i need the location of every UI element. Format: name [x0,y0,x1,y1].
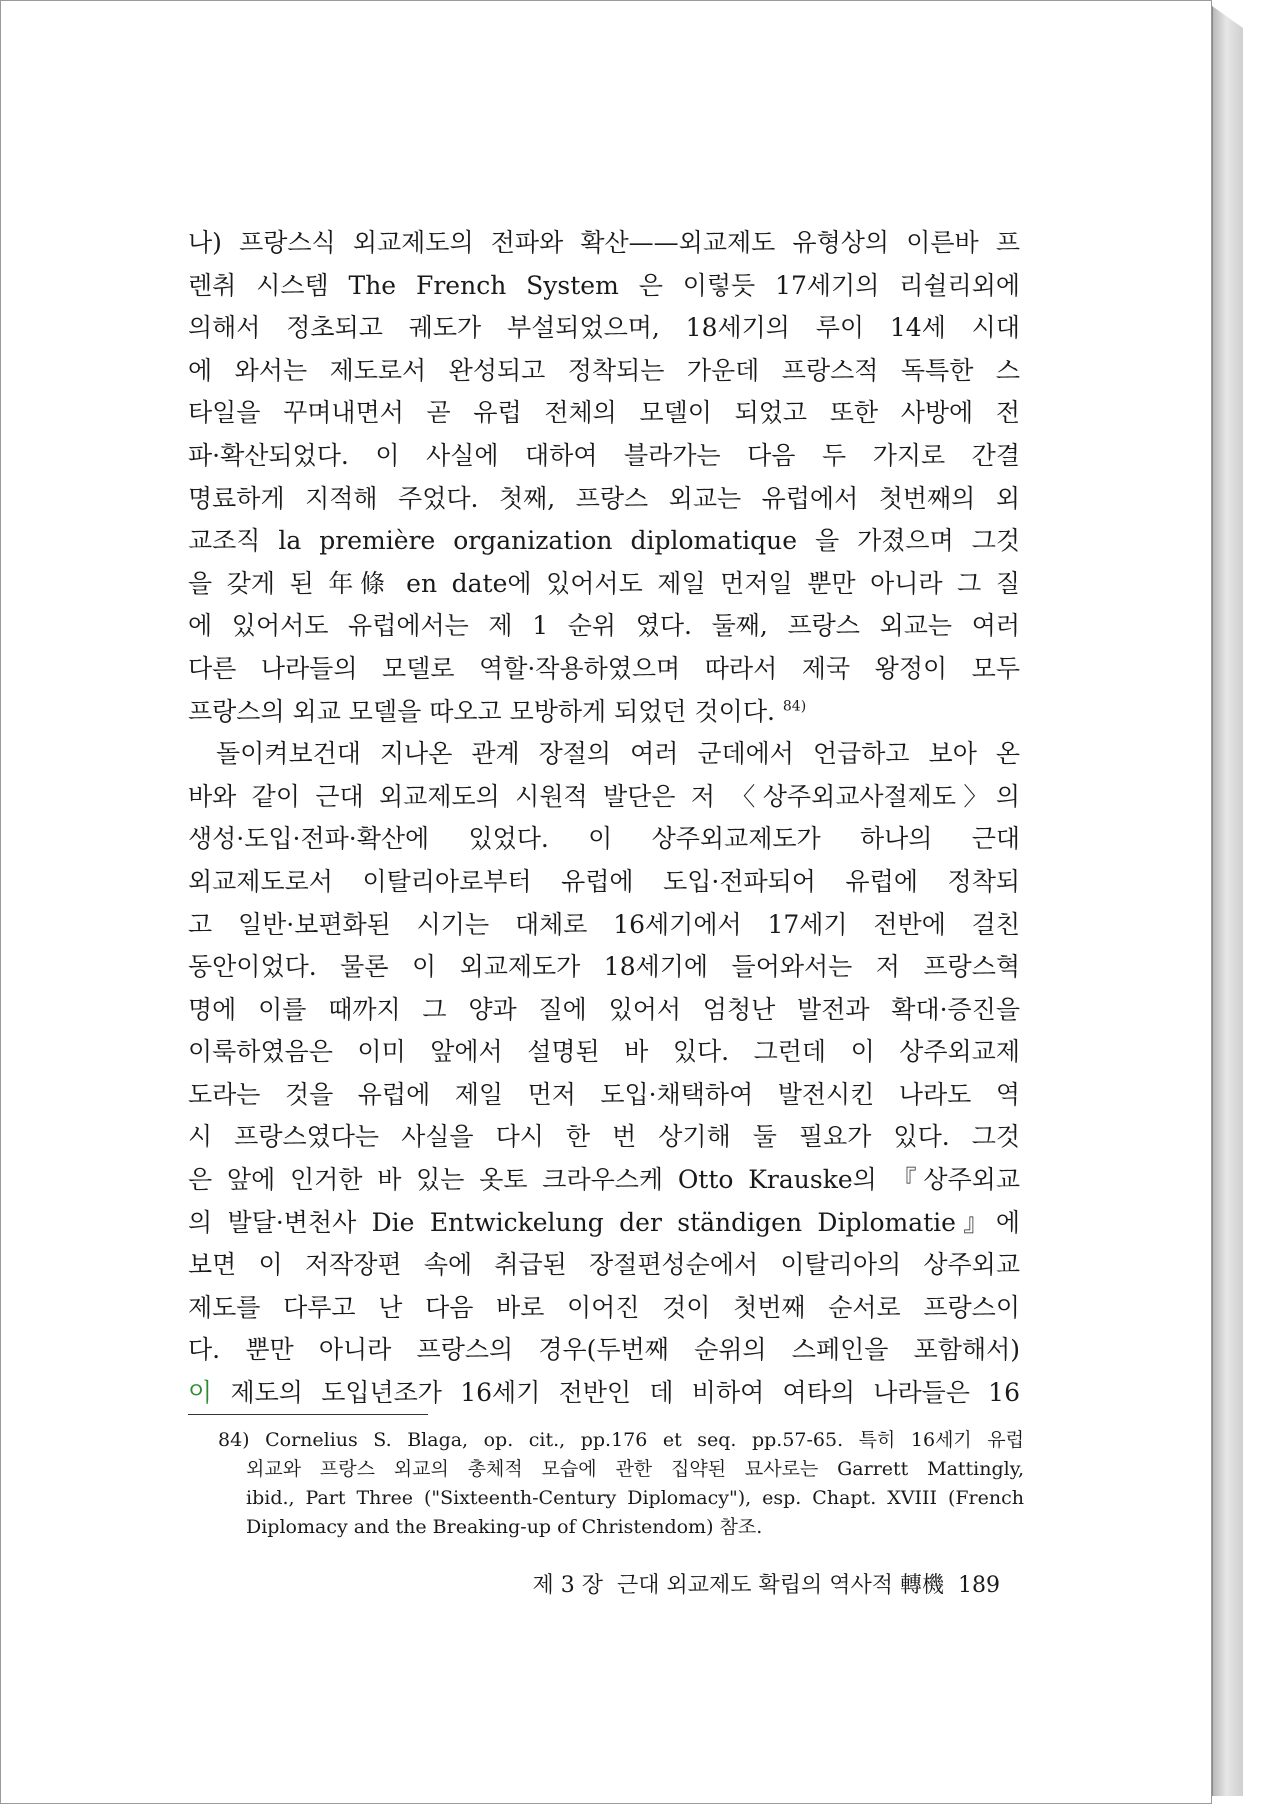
body-text [188,222,1020,1415]
footnote-line: Diplomacy and the Breaking-up of Christendom) 참조. [246,1516,763,1538]
text-line: 렌취 시스템 The French System 은 이렇듯 17세기의 리쉴리외에 [188,270,1020,300]
footnote-reference: 84) [782,698,807,715]
text-line: 파·확산되었다. 이 사실에 대하여 블라가는 다음 두 가지로 간결 [188,440,1020,470]
text-line: 나) 프랑스식 외교제도의 전파와 확산——외교제도 유형상의 이른바 프 [188,228,1020,257]
text-line: 제도를 다루고 난 다음 바로 이어진 것이 첫번째 순서로 프랑스이 [188,1292,1020,1322]
text-line: 생성·도입·전파·확산에 있었다. 이 상주외교제도가 하나의 근대 [188,824,1020,854]
footnote-line: 외교와 프랑스 외교의 총체적 모습에 관한 집약된 묘사로는 Garrett Mattingly, [246,1458,1024,1480]
text-line: 명에 이를 때까지 그 양과 질에 있어서 엄청난 발전과 확대·증진을 [188,994,1020,1024]
text-line: 이룩하였음은 이미 앞에서 설명된 바 있다. 그런데 이 상주외교제 [188,1037,1020,1067]
footnote [218,1426,1024,1542]
paragraph-start-line: 돌이켜보건대 지나온 관계 장절의 여러 군데에서 언급하고 보아 온 [216,739,1020,769]
text-line: 은 앞에 인거한 바 있는 옷토 크라우스케 Otto Krauske의 『상주외교 [188,1165,1020,1195]
text-line [188,1372,1020,1415]
text-line: 다른 나라들의 모델로 역할·작용하였으며 따라서 제국 왕정이 모두 [188,653,1020,683]
text-line: 의해서 정초되고 궤도가 부설되었으며, 18세기의 루이 14세 시대 [188,313,1020,343]
text-line: 도라는 것을 유럽에 제일 먼저 도입·채택하여 발전시킨 나라도 역 [188,1079,1020,1109]
footnote-divider [188,1414,428,1415]
page-number: 189 [958,1573,1000,1598]
text-line-content: 프랑스의 외교 모델을 따오고 모방하게 되었던 것이다. [188,696,775,726]
chapter-title: 근대 외교제도 확립의 역사적 轉機 [617,1573,944,1598]
annotated-word: 이 [188,1378,213,1408]
text-line: 외교제도로서 이탈리아로부터 유럽에 도입·전파되어 유럽에 정착되 [188,866,1020,896]
text-line: 에 와서는 제도로서 완성되고 정착되는 가운데 프랑스적 독특한 스 [188,355,1020,385]
text-line: 다. 뿐만 아니라 프랑스의 경우(두번째 순위의 스페인을 포함해서) [188,1335,1020,1365]
footnote-line: 84) Cornelius S. Blaga, op. cit., pp.176 et seq. pp.57-65. 특히 16세기 유럽 [218,1429,1024,1451]
text-line: 을 갖게 된 年條 en date에 있어서도 제일 먼저일 뿐만 아니라 그 질 [188,568,1020,598]
page-stack-edge [1212,6,1243,1796]
text-line [188,691,1020,734]
text-line: 타일을 꾸며내면서 곧 유럽 전체의 모델이 되었고 또한 사방에 전 [188,398,1020,428]
text-line-content: 제도의 도입년조가 16세기 전반인 데 비하여 여타의 나라들은 16 [212,1378,1020,1408]
text-line: 명료하게 지적해 주었다. 첫째, 프랑스 외교는 유럽에서 첫번째의 외 [188,483,1020,513]
text-line: 의 발달·변천사 Die Entwickelung der ständigen Diplomatie』에 [188,1207,1020,1237]
text-line: 에 있어서도 유럽에서는 제 1 순위 였다. 둘째, 프랑스 외교는 여러 [188,611,1020,641]
text-line: 고 일반·보편화된 시기는 대체로 16세기에서 17세기 전반에 걸친 [188,909,1020,939]
chapter-label: 제 3 장 [532,1573,603,1598]
text-line: 동안이었다. 물론 이 외교제도가 18세기에 들어와서는 저 프랑스혁 [188,952,1020,982]
running-footer [440,1568,1000,1599]
text-line: 교조직 la première organization diplomatique 을 가졌으며 그것 [188,526,1020,556]
text-line: 시 프랑스였다는 사실을 다시 한 번 상기해 둘 필요가 있다. 그것 [188,1122,1020,1152]
text-line: 보면 이 저작장편 속에 취급된 장절편성순에서 이탈리아의 상주외교 [188,1250,1020,1280]
footnote-line: ibid., Part Three ("Sixteenth-Century Diplomacy"), esp. Chapt. XVIII (French [246,1487,1024,1509]
text-line: 바와 같이 근대 외교제도의 시원적 발단은 저 〈상주외교사절제도〉의 [188,781,1020,811]
